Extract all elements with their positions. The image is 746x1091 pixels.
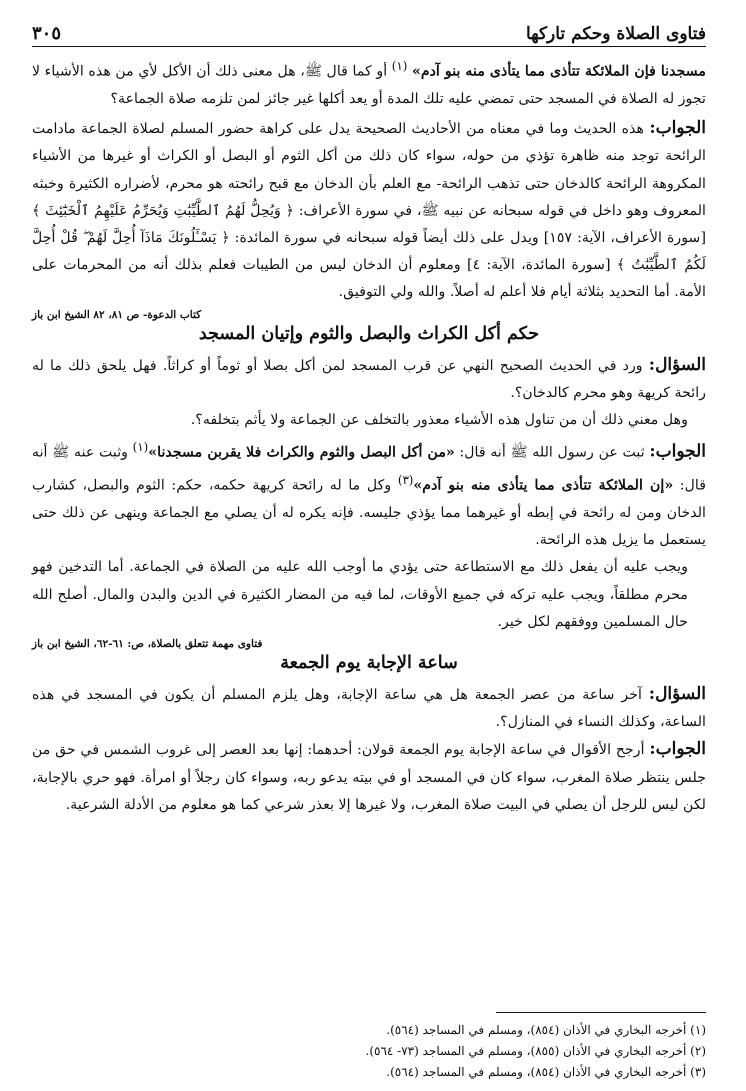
footnotes — [32, 1020, 706, 1083]
footnote: (٢) أخرجه البخاري في الأذان (٨٥٥)، ومسلم في المساجد (٧٣- ٥٦٤). — [365, 1044, 706, 1058]
question-paragraph — [32, 352, 706, 407]
answer-text: وثبت عنه ﷺ أنه قال: — [32, 444, 706, 494]
question-text: ورد في الحديث الصحيح النهي عن قرب المسجد لمن أكل بصلا أو ثوماً أو كراثاً. فهل يلحق ذلك ما له رائحة كريهة وهو محرم كالدخان؟. — [32, 357, 706, 401]
footnote-ref: (١) — [391, 59, 408, 73]
question-text-2: وهل معني ذلك أن من تناول هذه الأشياء معذور بالتخلف عن الجماعة ولا يأثم بتخلفه؟. — [190, 411, 688, 428]
question-text: أو كما قال ﷺ، هل معنى ذلك أن الأكل لأي من هذه الأشياء لا تجوز له الصلاة في المسجد حتى تمضي عليه تلك المدة أو يعد أكلها غير جائز لمن تلزمه صلاة الجماعة؟ — [32, 63, 706, 107]
answer-text: هذه الحديث وما في معناه من الأحاديث الصحيحة يدل على كراهة حضور المسلم لصلاة الجماعة مادامت الرائحة توجد منه ظاهرة تؤذي من حوله، سواء كان ذلك من أكل الثوم أو البصل أو الكراث أو غيرها من الأشياء المكروهة الرائحة كالدخان حتى تذهب الرائحة- مع العلم بأن الدخان مع قبح رائحته هو محرم، لأضراره الكثيرة وخبثه المعروف وهو داخل في قوله سبحانه عن نبيه ﷺ، في سورة الأعراف: ﴿ وَيُحِلُّ لَهُمُ ٱلطَّيِّبَٰتِ وَيُحَرِّمُ عَلَيْهِمُ ٱلْخَبَٰٓئِثَ ﴾ [سورة الأعراف، الآية: ١٥٧] ويدل على ذلك أيضاً قوله سبحانه في سورة المائدة: ﴿ يَسْـَٔلُونَكَ مَاذَآ أُحِلَّ لَهُمْ ۖ قُلْ أُحِلَّ لَكُمُ ٱلطَّيِّبَٰتُ ﴾ [سورة المائدة، الآية: ٤] ومعلوم أن الدخان ليس من الطيبات فعلم بذلك أنه من المحرمات على الأمة. أما التحديد بثلاثة أيام فلا أعلم له أصلاً. والله ولي التوفيق. — [32, 121, 706, 301]
footnote-ref: (٣) — [397, 473, 414, 488]
section-heading: حكم أكل الكراث والبصل والثوم وإتيان المسجد — [198, 323, 540, 344]
footnote-ref: (١) — [132, 440, 149, 455]
answer-label: الجواب: — [649, 739, 706, 760]
hadith-quote: «إن الملائكة تتأذى مما يتأذى منه بنو آدم» — [413, 477, 674, 494]
section-heading: ساعة الإجابة يوم الجمعة — [280, 653, 458, 674]
answer-text: ويجب عليه أن يفعل ذلك مع الاستطاعة حتى يؤدي ما أوجب الله عليه من الصلاة في الجماعة. أما التدخين فهو محرم مطلقاً، ويجب عليه تركه في جميع الأوقات، لما فيه من المضار الكثيرة في الدين والبدن والمال. أصلح الله حال المسلمين ووفقهم لكل خير. — [32, 559, 688, 630]
page-number: ٣٠٥ — [32, 23, 62, 44]
answer-text: وكل ما له رائحة كريهة حكمه، حكم: الثوم والبصل، كشارب الدخان ومن له رائحة في إبطه أو غيرهما مما يؤذي جليسه. فإنه يكره له أن يصلي مع الجماعة وينهى عن ذلك حتى يستعمل ما يزيل هذه الرائحة. — [32, 477, 706, 549]
answer-paragraph-2 — [32, 554, 706, 636]
footnote: (٣) أخرجه البخاري في الأذان (٨٥٤)، ومسلم في المساجد (٥٦٤). — [386, 1065, 706, 1079]
running-title: فتاوى الصلاة وحكم تاركها — [525, 24, 706, 44]
answer-paragraph — [32, 115, 706, 306]
answer-label: الجواب: — [649, 441, 706, 462]
question-paragraph — [32, 681, 706, 736]
footnote-divider — [496, 1012, 706, 1013]
answer-paragraph — [32, 434, 706, 554]
question-continuation — [32, 53, 706, 113]
footnote: (١) أخرجه البخاري في الأذان (٨٥٤)، ومسلم في المساجد (٥٦٤). — [386, 1023, 706, 1037]
source-citation: كتاب الدعوة- ص ٨١، ٨٢ الشيخ ابن باز — [32, 308, 202, 321]
hadith-quote: «من أكل البصل والثوم والكراث فلا يقربن مسجدنا» — [148, 444, 455, 461]
question-paragraph-2 — [32, 407, 706, 434]
answer-paragraph — [32, 736, 706, 819]
source-citation: فتاوى مهمة تتعلق بالصلاة، ص: ٦١-٦٢، الشيخ ابن باز — [32, 638, 263, 651]
answer-label: الجواب: — [649, 118, 706, 139]
question-label: السؤال: — [648, 684, 706, 705]
page-header — [32, 0, 706, 47]
answer-text: ثبت عن رسول الله ﷺ أنه قال: — [454, 444, 650, 461]
question-text: آخر ساعة من عصر الجمعة هل هي ساعة الإجابة، وهل يلزم المسلم أن يكون في المسجد في هذه الساعة، وكذلك النساء في المنازل؟. — [32, 687, 706, 731]
question-label: السؤال: — [648, 354, 706, 375]
hadith-quote: مسجدنا فإن الملائكة تتأذى مما يتأذى منه بنو آدم» — [411, 63, 706, 80]
answer-text: أرجح الأقوال في ساعة الإجابة يوم الجمعة قولان: أحدهما: إنها بعد العصر إلى غروب الشمس في حق من جلس ينتظر صلاة المغرب، سواء كان في المسجد أو في بيته يدعو ربه، وسواء كان رجلاً أو امرأة. فهو حري بالإجابة، لكن ليس للرجل أن يصلي في البيت صلاة المغرب، ولا غيرها إلا بعذر شرعي كما هو معلوم من الأدلة الشرعية. — [32, 742, 706, 813]
